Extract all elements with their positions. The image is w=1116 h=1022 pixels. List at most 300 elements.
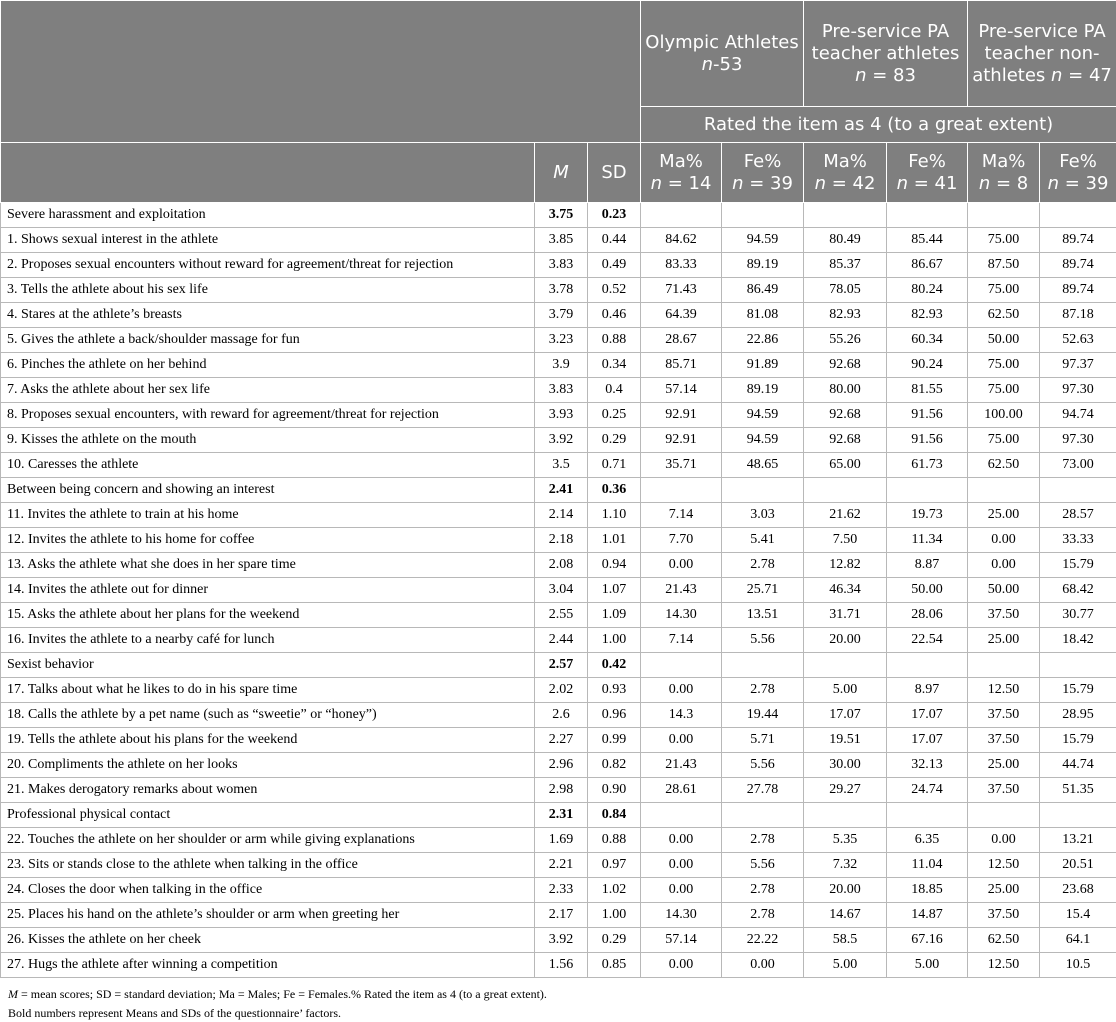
sd-cell: 1.00: [588, 903, 641, 928]
percent-cell: 17.07: [887, 703, 968, 728]
percent-cell: 50.00: [968, 578, 1040, 603]
percent-cell: 11.34: [887, 528, 968, 553]
percent-cell: 13.21: [1040, 828, 1116, 853]
mean-cell: 2.33: [535, 878, 588, 903]
percent-cell: 15.79: [1040, 678, 1116, 703]
percent-cell: 89.74: [1040, 228, 1116, 253]
percent-cell: 24.74: [887, 778, 968, 803]
percent-cell: [641, 803, 722, 828]
mean-cell: 1.56: [535, 953, 588, 978]
percent-cell: 86.49: [722, 278, 804, 303]
percent-cell: 21.62: [804, 503, 887, 528]
percent-cell: 44.74: [1040, 753, 1116, 778]
percent-cell: [1040, 478, 1116, 503]
item-cell: 13. Asks the athlete what she does in her spare time: [1, 553, 535, 578]
item-cell: Sexist behavior: [1, 653, 535, 678]
percent-cell: [804, 203, 887, 228]
mean-cell: 3.83: [535, 253, 588, 278]
table-row: [1, 678, 1116, 703]
percent-cell: 25.00: [968, 753, 1040, 778]
mean-cell: 1.69: [535, 828, 588, 853]
percent-cell: 2.78: [722, 828, 804, 853]
sd-cell: 0.52: [588, 278, 641, 303]
percent-cell: 55.26: [804, 328, 887, 353]
percent-cell: [887, 653, 968, 678]
percent-cell: 57.14: [641, 378, 722, 403]
percent-cell: 83.33: [641, 253, 722, 278]
percent-cell: 25.71: [722, 578, 804, 603]
percent-cell: [1040, 653, 1116, 678]
percent-cell: 33.33: [1040, 528, 1116, 553]
table-row: [1, 903, 1116, 928]
item-cell: 7. Asks the athlete about her sex life: [1, 378, 535, 403]
percent-cell: [804, 478, 887, 503]
mean-cell: 3.79: [535, 303, 588, 328]
table-body: [1, 203, 1116, 978]
item-cell: 14. Invites the athlete out for dinner: [1, 578, 535, 603]
percent-cell: 2.78: [722, 903, 804, 928]
percent-cell: 7.32: [804, 853, 887, 878]
subcol-header: Fe% n = 39: [1040, 143, 1116, 203]
sd-cell: 0.88: [588, 328, 641, 353]
percent-cell: 68.42: [1040, 578, 1116, 603]
factor-row: [1, 803, 1116, 828]
percent-cell: 94.59: [722, 428, 804, 453]
percent-cell: 91.56: [887, 403, 968, 428]
mean-cell: 2.44: [535, 628, 588, 653]
percent-cell: 25.00: [968, 878, 1040, 903]
subcol-header: Fe% n = 41: [887, 143, 968, 203]
percent-cell: 94.74: [1040, 403, 1116, 428]
table-row: [1, 328, 1116, 353]
percent-cell: 18.85: [887, 878, 968, 903]
group-header-teacher-athletes: Pre-service PA teacher athletes n = 83: [804, 1, 968, 107]
percent-cell: 35.71: [641, 453, 722, 478]
sd-header: SD: [588, 143, 641, 203]
mean-cell: 2.02: [535, 678, 588, 703]
factor-row: [1, 203, 1116, 228]
percent-cell: 5.56: [722, 853, 804, 878]
percent-cell: 30.77: [1040, 603, 1116, 628]
percent-cell: 62.50: [968, 303, 1040, 328]
percent-cell: [1040, 203, 1116, 228]
item-cell: 8. Proposes sexual encounters, with reward for agreement/threat for rejection: [1, 403, 535, 428]
percent-cell: 89.74: [1040, 278, 1116, 303]
footnote-2: Bold numbers represent Means and SDs of the questionnaire’ factors.: [8, 1006, 342, 1020]
group-header-olympic: Olympic Athletes n-53: [641, 1, 804, 107]
mean-cell: 2.31: [535, 803, 588, 828]
percent-cell: 20.51: [1040, 853, 1116, 878]
percent-cell: 85.37: [804, 253, 887, 278]
mean-cell: 3.93: [535, 403, 588, 428]
percent-cell: 51.35: [1040, 778, 1116, 803]
percent-cell: 87.50: [968, 253, 1040, 278]
percent-cell: 31.71: [804, 603, 887, 628]
item-cell: 19. Tells the athlete about his plans for the weekend: [1, 728, 535, 753]
percent-cell: 20.00: [804, 628, 887, 653]
percent-cell: 81.55: [887, 378, 968, 403]
percent-cell: [641, 653, 722, 678]
percent-cell: 94.59: [722, 228, 804, 253]
mean-cell: 3.83: [535, 378, 588, 403]
percent-cell: [722, 203, 804, 228]
table-row: [1, 878, 1116, 903]
percent-cell: 18.42: [1040, 628, 1116, 653]
percent-cell: 50.00: [968, 328, 1040, 353]
percent-cell: 5.35: [804, 828, 887, 853]
mean-cell: 2.08: [535, 553, 588, 578]
percent-cell: 0.00: [641, 828, 722, 853]
rated-header: Rated the item as 4 (to a great extent): [641, 107, 1116, 143]
percent-cell: 37.50: [968, 903, 1040, 928]
sd-cell: 0.42: [588, 653, 641, 678]
percent-cell: [968, 653, 1040, 678]
sd-cell: 0.34: [588, 353, 641, 378]
sd-cell: 1.02: [588, 878, 641, 903]
percent-cell: 97.30: [1040, 428, 1116, 453]
percent-cell: 92.68: [804, 403, 887, 428]
table-row: [1, 278, 1116, 303]
sd-cell: 0.82: [588, 753, 641, 778]
item-cell: 18. Calls the athlete by a pet name (such as “sweetie” or “honey”): [1, 703, 535, 728]
percent-cell: 19.73: [887, 503, 968, 528]
sd-cell: 0.90: [588, 778, 641, 803]
percent-cell: 12.50: [968, 953, 1040, 978]
item-cell: 22. Touches the athlete on her shoulder or arm while giving explanations: [1, 828, 535, 853]
percent-cell: 20.00: [804, 878, 887, 903]
percent-cell: 12.50: [968, 853, 1040, 878]
percent-cell: 15.79: [1040, 728, 1116, 753]
table-row: [1, 628, 1116, 653]
table-row: [1, 253, 1116, 278]
header-blank: [1, 1, 641, 143]
percent-cell: 0.00: [641, 728, 722, 753]
percent-cell: 14.87: [887, 903, 968, 928]
percent-cell: 2.78: [722, 678, 804, 703]
percent-cell: 0.00: [641, 678, 722, 703]
percent-cell: 28.61: [641, 778, 722, 803]
percent-cell: 91.56: [887, 428, 968, 453]
group-header-teacher-non-athletes: Pre-service PA teacher non-athletes n = 47: [968, 1, 1116, 107]
percent-cell: [1040, 803, 1116, 828]
mean-cell: 2.55: [535, 603, 588, 628]
percent-cell: 17.07: [804, 703, 887, 728]
percent-cell: 78.05: [804, 278, 887, 303]
mean-cell: 2.57: [535, 653, 588, 678]
percent-cell: 7.14: [641, 628, 722, 653]
percent-cell: 81.08: [722, 303, 804, 328]
item-cell: 4. Stares at the athlete’s breasts: [1, 303, 535, 328]
percent-cell: 23.68: [1040, 878, 1116, 903]
percent-cell: 94.59: [722, 403, 804, 428]
percent-cell: 15.79: [1040, 553, 1116, 578]
item-cell: 24. Closes the door when talking in the office: [1, 878, 535, 903]
table-row: [1, 553, 1116, 578]
mean-cell: 2.17: [535, 903, 588, 928]
table-row: [1, 353, 1116, 378]
percent-cell: 11.04: [887, 853, 968, 878]
percent-cell: 62.50: [968, 453, 1040, 478]
percent-cell: [804, 653, 887, 678]
percent-cell: 37.50: [968, 603, 1040, 628]
percent-cell: 92.91: [641, 403, 722, 428]
percent-cell: [968, 203, 1040, 228]
percent-cell: 13.51: [722, 603, 804, 628]
percent-cell: 92.68: [804, 428, 887, 453]
sd-cell: 0.94: [588, 553, 641, 578]
item-cell: 9. Kisses the athlete on the mouth: [1, 428, 535, 453]
percent-cell: 89.74: [1040, 253, 1116, 278]
percent-cell: 27.78: [722, 778, 804, 803]
table-row: [1, 703, 1116, 728]
item-cell: 20. Compliments the athlete on her looks: [1, 753, 535, 778]
percent-cell: 22.86: [722, 328, 804, 353]
table-row: [1, 453, 1116, 478]
percent-cell: 2.78: [722, 553, 804, 578]
item-cell: 3. Tells the athlete about his sex life: [1, 278, 535, 303]
item-cell: 25. Places his hand on the athlete’s shoulder or arm when greeting her: [1, 903, 535, 928]
sd-cell: 0.93: [588, 678, 641, 703]
item-cell: Severe harassment and exploitation: [1, 203, 535, 228]
percent-cell: 82.93: [804, 303, 887, 328]
percent-cell: 5.41: [722, 528, 804, 553]
percent-cell: 89.19: [722, 378, 804, 403]
percent-cell: 14.67: [804, 903, 887, 928]
percent-cell: 0.00: [968, 553, 1040, 578]
percent-cell: 28.95: [1040, 703, 1116, 728]
table-row: [1, 953, 1116, 978]
percent-cell: 19.44: [722, 703, 804, 728]
percent-cell: 100.00: [968, 403, 1040, 428]
percent-cell: 97.30: [1040, 378, 1116, 403]
percent-cell: 21.43: [641, 753, 722, 778]
sd-cell: 1.01: [588, 528, 641, 553]
sd-cell: 0.97: [588, 853, 641, 878]
percent-cell: 7.50: [804, 528, 887, 553]
sd-cell: 0.4: [588, 378, 641, 403]
percent-cell: 61.73: [887, 453, 968, 478]
percent-cell: 52.63: [1040, 328, 1116, 353]
percent-cell: 90.24: [887, 353, 968, 378]
percent-cell: 65.00: [804, 453, 887, 478]
sd-cell: 1.07: [588, 578, 641, 603]
percent-cell: 2.78: [722, 878, 804, 903]
mean-cell: 3.85: [535, 228, 588, 253]
table-row: [1, 403, 1116, 428]
table-row: [1, 778, 1116, 803]
percent-cell: [887, 478, 968, 503]
percent-cell: 89.19: [722, 253, 804, 278]
table-row: [1, 503, 1116, 528]
sd-cell: 0.71: [588, 453, 641, 478]
item-cell: Professional physical contact: [1, 803, 535, 828]
percent-cell: [641, 478, 722, 503]
mean-cell: 3.23: [535, 328, 588, 353]
percent-cell: [722, 803, 804, 828]
mean-cell: 2.96: [535, 753, 588, 778]
percent-cell: 5.71: [722, 728, 804, 753]
percent-cell: 5.00: [804, 953, 887, 978]
percent-cell: 73.00: [1040, 453, 1116, 478]
percent-cell: 86.67: [887, 253, 968, 278]
percent-cell: 21.43: [641, 578, 722, 603]
percent-cell: 80.49: [804, 228, 887, 253]
header-row-groups: [1, 1, 1116, 107]
percent-cell: [641, 203, 722, 228]
percent-cell: 5.00: [887, 953, 968, 978]
percent-cell: 0.00: [968, 828, 1040, 853]
percent-cell: 71.43: [641, 278, 722, 303]
sd-cell: 0.44: [588, 228, 641, 253]
sd-cell: 0.25: [588, 403, 641, 428]
percent-cell: 97.37: [1040, 353, 1116, 378]
percent-cell: 37.50: [968, 728, 1040, 753]
item-cell: 23. Sits or stands close to the athlete when talking in the office: [1, 853, 535, 878]
subcol-header: Fe% n = 39: [722, 143, 804, 203]
percent-cell: 48.65: [722, 453, 804, 478]
percent-cell: 25.00: [968, 628, 1040, 653]
percent-cell: 32.13: [887, 753, 968, 778]
percent-cell: 28.57: [1040, 503, 1116, 528]
sd-cell: 1.09: [588, 603, 641, 628]
mean-cell: 2.27: [535, 728, 588, 753]
percent-cell: 7.70: [641, 528, 722, 553]
percent-cell: 75.00: [968, 378, 1040, 403]
mean-cell: 2.6: [535, 703, 588, 728]
mean-cell: 2.21: [535, 853, 588, 878]
item-cell: 12. Invites the athlete to his home for coffee: [1, 528, 535, 553]
percent-cell: 46.34: [804, 578, 887, 603]
percent-cell: 0.00: [641, 853, 722, 878]
sd-cell: 0.88: [588, 828, 641, 853]
sd-cell: 0.29: [588, 928, 641, 953]
table-row: [1, 853, 1116, 878]
sd-cell: 0.96: [588, 703, 641, 728]
percent-cell: 75.00: [968, 428, 1040, 453]
item-cell: 6. Pinches the athlete on her behind: [1, 353, 535, 378]
percent-cell: 62.50: [968, 928, 1040, 953]
percent-cell: 5.56: [722, 753, 804, 778]
percent-cell: [887, 803, 968, 828]
percent-cell: 82.93: [887, 303, 968, 328]
percent-cell: 25.00: [968, 503, 1040, 528]
item-cell: 10. Caresses the athlete: [1, 453, 535, 478]
percent-cell: 0.00: [722, 953, 804, 978]
percent-cell: 0.00: [968, 528, 1040, 553]
percent-cell: 75.00: [968, 278, 1040, 303]
percent-cell: 64.1: [1040, 928, 1116, 953]
subcol-header: Ma% n = 14: [641, 143, 722, 203]
sd-cell: 0.84: [588, 803, 641, 828]
percent-cell: 0.00: [641, 553, 722, 578]
percent-cell: 19.51: [804, 728, 887, 753]
percent-cell: 7.14: [641, 503, 722, 528]
mean-header: M: [535, 143, 588, 203]
percent-cell: 85.44: [887, 228, 968, 253]
table-row: [1, 603, 1116, 628]
sd-cell: 0.29: [588, 428, 641, 453]
percent-cell: 67.16: [887, 928, 968, 953]
item-cell: 2. Proposes sexual encounters without reward for agreement/threat for rejection: [1, 253, 535, 278]
percent-cell: 22.22: [722, 928, 804, 953]
mean-cell: 2.41: [535, 478, 588, 503]
percent-cell: 80.00: [804, 378, 887, 403]
sd-cell: 0.23: [588, 203, 641, 228]
percent-cell: 28.06: [887, 603, 968, 628]
percent-cell: 28.67: [641, 328, 722, 353]
percent-cell: 80.24: [887, 278, 968, 303]
table-row: [1, 378, 1116, 403]
table-row: [1, 228, 1116, 253]
item-cell: 15. Asks the athlete about her plans for the weekend: [1, 603, 535, 628]
percent-cell: 0.00: [641, 953, 722, 978]
percent-cell: 37.50: [968, 703, 1040, 728]
item-cell: Between being concern and showing an interest: [1, 478, 535, 503]
item-header: [1, 143, 535, 203]
table-row: [1, 578, 1116, 603]
sd-cell: 1.10: [588, 503, 641, 528]
table-row: [1, 728, 1116, 753]
factor-row: [1, 653, 1116, 678]
item-cell: 5. Gives the athlete a back/shoulder massage for fun: [1, 328, 535, 353]
item-cell: 21. Makes derogatory remarks about women: [1, 778, 535, 803]
percent-cell: 14.3: [641, 703, 722, 728]
percent-cell: 0.00: [641, 878, 722, 903]
footnote-1: M = mean scores; SD = standard deviation; Ma = Males; Fe = Females.% Rated the item as 4 (to a great extent).: [8, 987, 547, 1001]
mean-cell: 2.18: [535, 528, 588, 553]
table-row: [1, 528, 1116, 553]
percent-cell: 8.87: [887, 553, 968, 578]
item-cell: 17. Talks about what he likes to do in his spare time: [1, 678, 535, 703]
item-cell: 1. Shows sexual interest in the athlete: [1, 228, 535, 253]
table-row: [1, 428, 1116, 453]
percent-cell: 29.27: [804, 778, 887, 803]
percent-cell: 5.00: [804, 678, 887, 703]
percent-cell: 85.71: [641, 353, 722, 378]
item-cell: 11. Invites the athlete to train at his home: [1, 503, 535, 528]
subcol-header: Ma% n = 8: [968, 143, 1040, 203]
percent-cell: 91.89: [722, 353, 804, 378]
percent-cell: 64.39: [641, 303, 722, 328]
percent-cell: 75.00: [968, 353, 1040, 378]
mean-cell: 3.9: [535, 353, 588, 378]
percent-cell: 37.50: [968, 778, 1040, 803]
sd-cell: 0.85: [588, 953, 641, 978]
percent-cell: 75.00: [968, 228, 1040, 253]
table-row: [1, 303, 1116, 328]
mean-cell: 3.92: [535, 928, 588, 953]
percent-cell: 84.62: [641, 228, 722, 253]
percent-cell: 92.91: [641, 428, 722, 453]
percent-cell: 8.97: [887, 678, 968, 703]
percent-cell: 12.50: [968, 678, 1040, 703]
sd-cell: 0.49: [588, 253, 641, 278]
mean-cell: 3.92: [535, 428, 588, 453]
table-row: [1, 753, 1116, 778]
percent-cell: 92.68: [804, 353, 887, 378]
mean-cell: 2.14: [535, 503, 588, 528]
sd-cell: 0.99: [588, 728, 641, 753]
percent-cell: 57.14: [641, 928, 722, 953]
percent-cell: 12.82: [804, 553, 887, 578]
percent-cell: 10.5: [1040, 953, 1116, 978]
percent-cell: 30.00: [804, 753, 887, 778]
percent-cell: [968, 803, 1040, 828]
sd-cell: 0.36: [588, 478, 641, 503]
table-row: [1, 828, 1116, 853]
table-row: [1, 928, 1116, 953]
percent-cell: 14.30: [641, 903, 722, 928]
